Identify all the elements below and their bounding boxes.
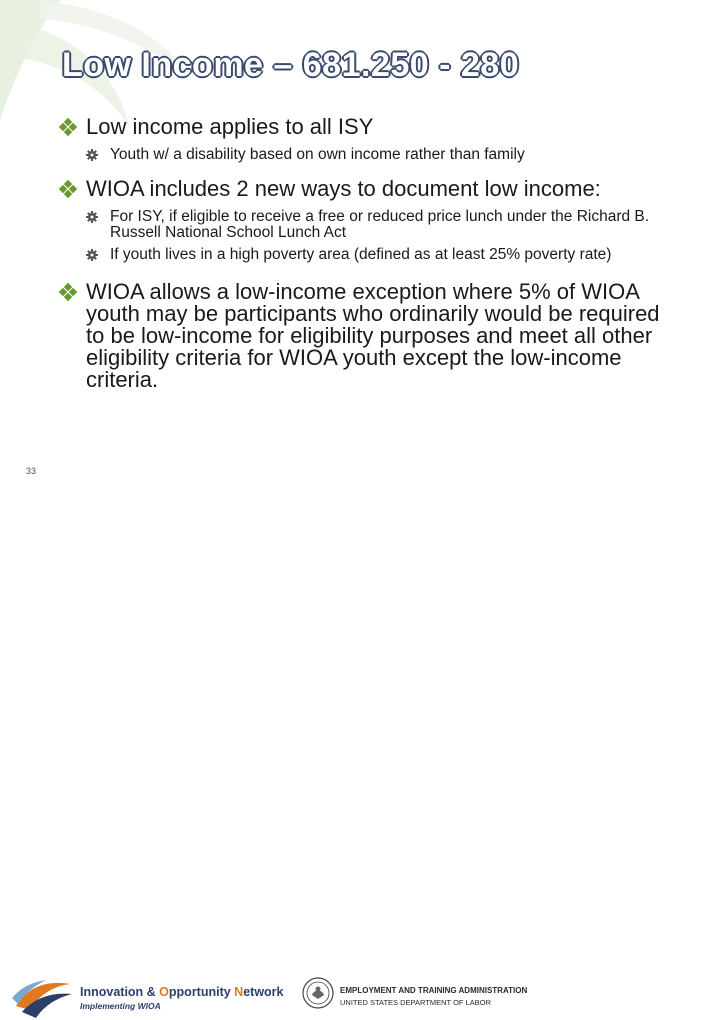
eta-title: EMPLOYMENT AND TRAINING ADMINISTRATION — [340, 986, 528, 995]
gear-bullet-icon — [86, 209, 110, 227]
slide-title: Low Income – 681.250 - 280 — [62, 46, 520, 84]
bullet-text: WIOA includes 2 new ways to document low income: — [86, 176, 601, 201]
page-number: 33 — [26, 466, 37, 476]
ion-name: Innovation & Opportunity Network — [80, 985, 284, 999]
dol-title: UNITED STATES DEPARTMENT OF LABOR — [340, 998, 491, 1007]
bullet-text: Low income applies to all ISY — [86, 114, 374, 139]
sub-bullet-item — [86, 147, 670, 165]
gear-bullet-icon — [86, 147, 110, 165]
bullet-text: WIOA allows a low-income exception where 5% of WIOA youth may be participants who ordinarily would be required to be low-income for eligibility purposes and meet all other eligibility criteria for WIOA youth except the low-income criteria. — [86, 279, 660, 392]
gear-bullet-icon — [86, 247, 110, 265]
bullet-list — [60, 116, 670, 391]
sub-bullet-item — [86, 209, 670, 241]
sub-bullet-text: If youth lives in a high poverty area (defined as at least 25% poverty rate) — [110, 246, 612, 263]
ion-tagline: Implementing WIOA — [80, 1001, 161, 1011]
bullet-item — [60, 281, 670, 391]
dol-seal-icon — [302, 977, 334, 1009]
diamond-bullet-icon — [60, 116, 86, 139]
diamond-bullet-icon — [60, 178, 86, 201]
diamond-bullet-icon — [60, 281, 86, 304]
bullet-item — [60, 178, 670, 201]
sub-bullet-item — [86, 247, 670, 265]
sub-bullet-text: Youth w/ a disability based on own income rather than family — [110, 146, 525, 163]
footer — [0, 485, 720, 1011]
sub-bullet-text: For ISY, if eligible to receive a free or reduced price lunch under the Richard B. Russell National School Lunch Act — [110, 208, 650, 241]
bullet-item — [60, 116, 670, 139]
